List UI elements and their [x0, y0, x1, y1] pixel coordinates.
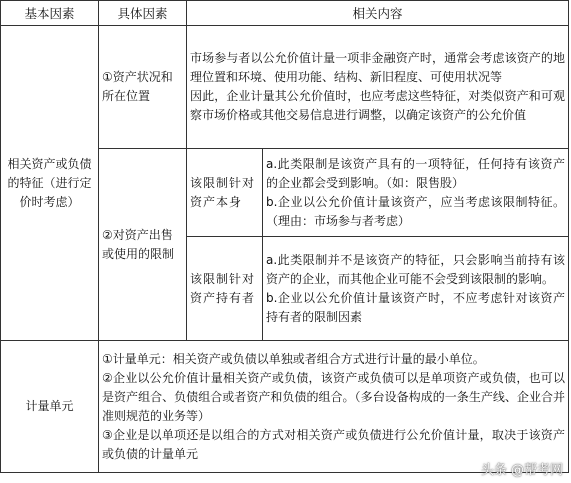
- basic-factor-characteristics: 相关资产或负债的特征（进行定价时考虑）: [1, 26, 99, 341]
- specific-factor-restriction: ②对资产出售或使用的限制: [99, 149, 187, 341]
- restriction-holder-point-b: b.企业以公允价值计量该资产时，不应考虑针对该资产持有者的限制因素: [266, 290, 566, 324]
- restriction-on-holder-label: 该限制针对资产持有者: [187, 237, 263, 341]
- watermark: 头条 @帮考网: [480, 463, 563, 478]
- restriction-asset-point-a: a.此类限制是该资产具有的一项特征，任何持有该资产的企业都会受到影响。（如：限售股）: [266, 156, 566, 190]
- asset-condition-paragraph-2: 因此，企业计量其公允价值时，也应考虑这些特征，对类似资产和可观察市场价格或其他交易信息进行调整，以确定该资产的公允价值: [190, 89, 566, 122]
- asset-condition-content: [187, 26, 569, 149]
- restriction-holder-point-a: a.此类限制并不是该资产的特征，只会影响当前持有该资产的企业，而其他企业可能不会受到该限制的影响。: [266, 252, 566, 286]
- restriction-asset-point-b: b.企业以公允价值计量该资产，应当考虑该限制特征。（理由：市场参与者考虑）: [266, 194, 566, 228]
- restriction-on-holder-content: [263, 237, 569, 341]
- specific-factor-asset-condition: ①资产状况和所在位置: [99, 26, 187, 149]
- row-asset-condition: [1, 26, 569, 149]
- restriction-on-asset-content: [263, 149, 569, 237]
- basic-factor-measurement-unit: 计量单元: [1, 341, 99, 473]
- measurement-unit-point-3: ③企业是以单项还是以组合的方式对相关资产或负债进行公允价值计量，取决于该资产或负债的计量单元: [102, 427, 566, 461]
- header-related-content: 相关内容: [187, 1, 569, 26]
- restriction-on-asset-label: 该限制针对资产本身: [187, 149, 263, 237]
- measurement-unit-point-2: ②企业以公允价值计量相关资产或负债，该资产或负债可以是单项资产或负债，也可以是资产组合、负债组合或者资产和负债的组合。（多台设备构成的一条生产线、企业合并准则规范的业务等）: [102, 370, 566, 423]
- row-measurement-unit: [1, 341, 569, 473]
- measurement-unit-point-1: ①计量单元：相关资产或负债以单独或者组合方式进行计量的最小单位。: [102, 351, 485, 366]
- asset-condition-paragraph-1: 市场参与者以公允价值计量一项非金融资产时，通常会考虑该资产的地理位置和环境、使用功能、结构、新旧程度、可使用状况等: [190, 51, 566, 84]
- header-basic-factor: 基本因素: [1, 1, 99, 26]
- header-specific-factor: 具体因素: [99, 1, 187, 26]
- header-row: [1, 1, 569, 26]
- measurement-unit-content: [99, 341, 569, 473]
